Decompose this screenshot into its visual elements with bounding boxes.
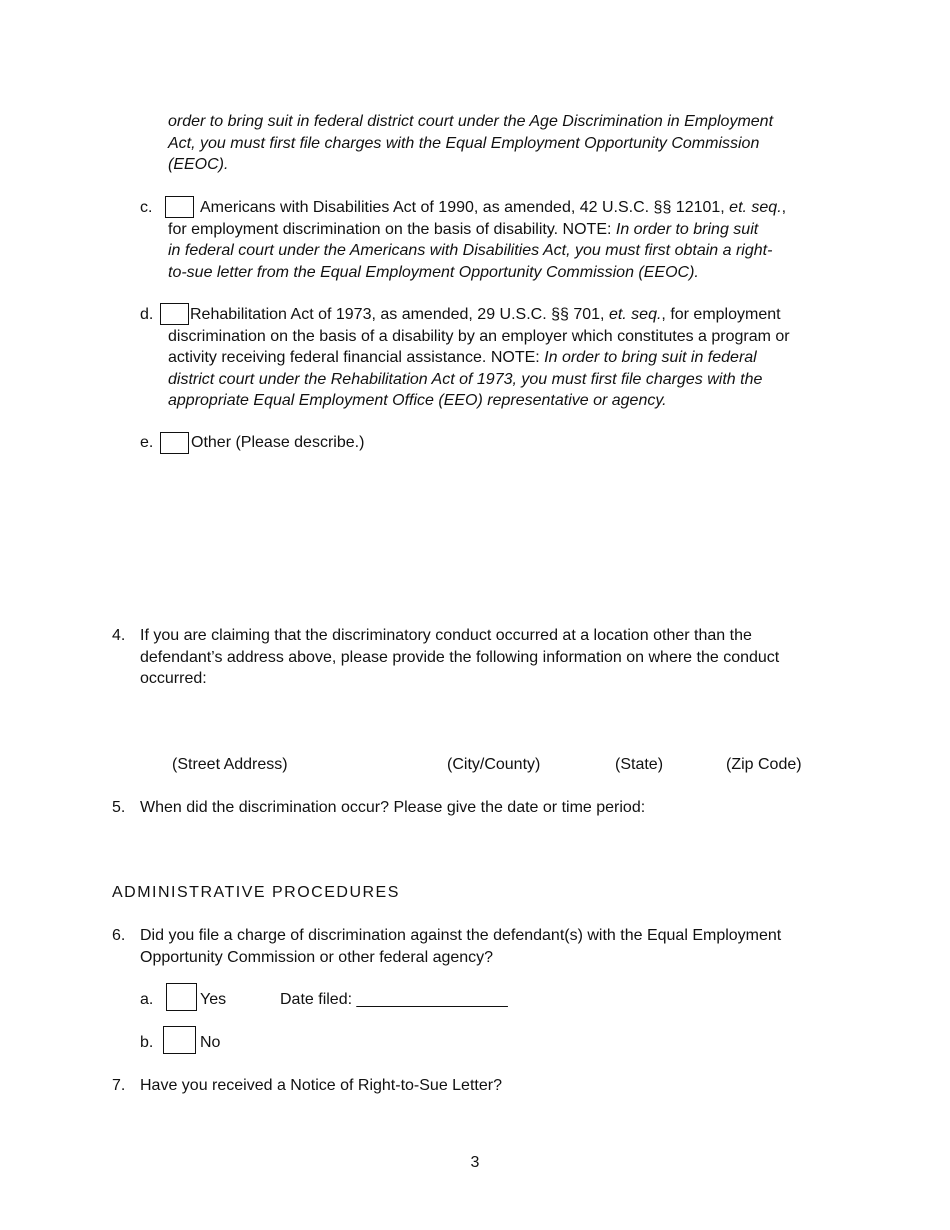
continuation-line: Act, you must first file charges with the Equal Employment Opportunity Commission [168, 134, 760, 152]
question-4-line: defendant’s address above, please provide the following information on where the conduct [140, 648, 780, 666]
city-county-label: (City/County) [447, 756, 541, 773]
note-italic: In order to bring suit in federal [544, 349, 757, 366]
street-address-label: (Street Address) [172, 756, 288, 773]
item-e-text: Other (Please describe.) [191, 434, 365, 451]
continuation-line: order to bring suit in federal district court under the Age Discrimination in Employment [168, 113, 774, 130]
item-d-line5: appropriate Equal Employment Office (EEO) representative or agency. [168, 392, 667, 409]
item-d-line4: district court under the Rehabilitation Act of 1973, you must first file charges with the [168, 370, 763, 388]
item-c-line4: to-sue letter from the Equal Employment Opportunity Commission (EEOC). [168, 263, 699, 281]
item-c-line2 [168, 219, 772, 241]
item-d-line1 [190, 304, 781, 326]
item-d-text-after: , for employment [661, 306, 781, 323]
date-filed-field[interactable]: Date filed: _________________ [280, 991, 508, 1008]
question-7-text: Have you received a Notice of Right-to-Sue Letter? [140, 1077, 502, 1094]
note-text: for employment discrimination on the basis of disability. NOTE: [168, 220, 616, 238]
question-7-number: 7. [112, 1077, 126, 1094]
item-c-line1 [200, 197, 786, 219]
question-4-text [140, 625, 779, 690]
item-c-checkbox[interactable] [165, 196, 194, 218]
continuation-line: (EEOC). [168, 156, 229, 173]
note-italic: In order to bring suit [615, 220, 759, 238]
item-d-body [168, 326, 790, 412]
item-d-marker: d. [140, 306, 154, 323]
item-d-text: Rehabilitation Act of 1973, as amended, 29 U.S.C. §§ 701, [190, 306, 609, 323]
question-4-line: If you are claiming that the discriminatory conduct occurred at a location other than the [140, 627, 752, 644]
note-text: activity receiving federal financial assistance. NOTE: [168, 349, 545, 366]
page-number: 3 [470, 1154, 480, 1171]
option-a-marker: a. [140, 991, 154, 1008]
question-6-line: Opportunity Commission or other federal agency? [140, 948, 494, 966]
no-checkbox[interactable] [163, 1026, 196, 1054]
item-e-checkbox[interactable] [160, 432, 189, 454]
question-5-number: 5. [112, 799, 126, 816]
et-seq: et. seq. [608, 306, 662, 323]
item-d-line3 [168, 347, 790, 369]
no-label: No [200, 1034, 221, 1051]
question-5-text: When did the discrimination occur? Please give the date or time period: [140, 799, 646, 816]
yes-label: Yes [200, 991, 227, 1008]
item-b-continuation [168, 111, 773, 176]
item-c-line3: in federal court under the Americans with Disabilities Act, you must first obtain a right- [168, 242, 773, 259]
zip-code-label: (Zip Code) [726, 756, 802, 773]
item-c-body [168, 219, 772, 284]
question-4-line: occurred: [140, 670, 207, 687]
item-c-punct: , [781, 199, 787, 216]
question-6-line: Did you file a charge of discrimination against the defendant(s) with the Equal Employment [140, 927, 782, 944]
yes-checkbox[interactable] [166, 983, 197, 1011]
item-c-text: Americans with Disabilities Act of 1990, as amended, 42 U.S.C. §§ 12101, [200, 199, 730, 216]
section-heading: ADMINISTRATIVE PROCEDURES [112, 884, 400, 901]
question-6-text [140, 925, 781, 968]
item-e-marker: e. [140, 434, 154, 451]
item-c-marker: c. [140, 199, 153, 216]
et-seq: et. seq. [729, 199, 782, 216]
state-label: (State) [615, 756, 664, 773]
question-4-number: 4. [112, 627, 126, 644]
item-d-checkbox[interactable] [160, 303, 189, 325]
question-6-number: 6. [112, 927, 126, 944]
option-b-marker: b. [140, 1034, 154, 1051]
item-d-line2: discrimination on the basis of a disability by an employer which constitutes a program or [168, 327, 790, 345]
